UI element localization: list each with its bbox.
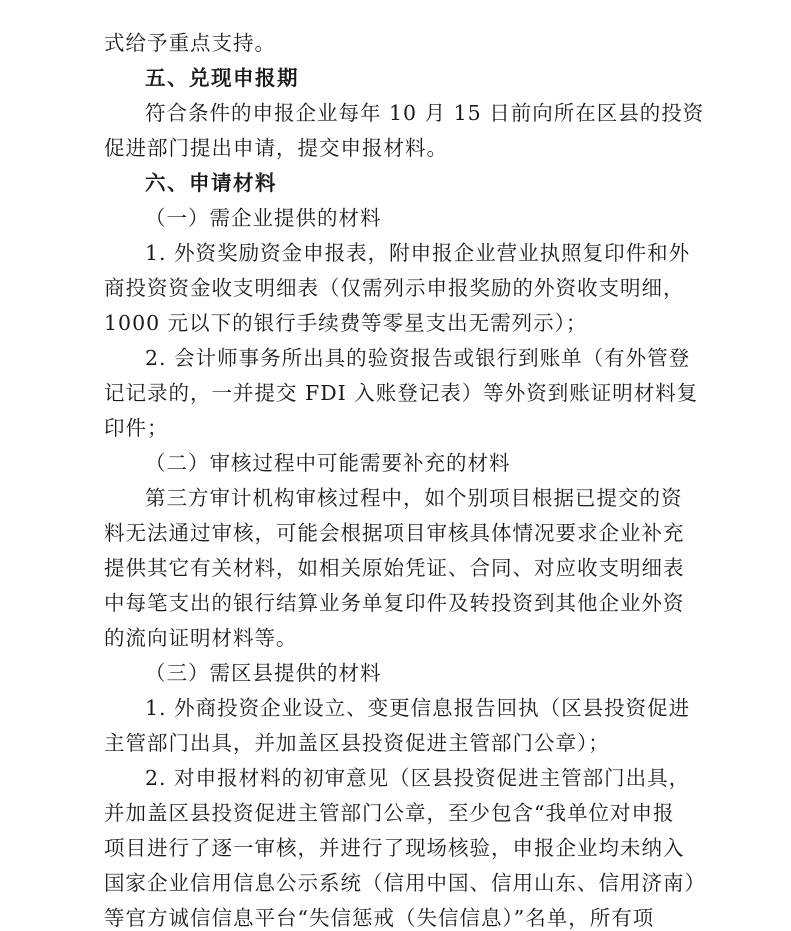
paragraph-line: 料无法通过审核，可能会根据项目审核具体情况要求企业补充 bbox=[104, 521, 685, 545]
paragraph-line: 项目进行了逐一审核，并进行了现场核验，申报企业均未纳入 bbox=[104, 836, 685, 860]
section-heading: 六、申请材料 bbox=[145, 171, 277, 195]
paragraph-line: 等官方诚信信息平台“失信惩戒（失信信息）”名单，所有项 bbox=[104, 906, 655, 930]
paragraph-line: 1. 外资奖励资金申报表，附申报企业营业执照复印件和外 bbox=[145, 241, 691, 265]
paragraph-line: 促进部门提出申请，提交申报材料。 bbox=[104, 136, 448, 160]
paragraph-line: 中每笔支出的银行结算业务单复印件及转投资到其他企业外资 bbox=[104, 591, 685, 615]
paragraph-line: 2. 会计师事务所出具的验资报告或银行到账单（有外管登 bbox=[145, 346, 691, 370]
paragraph-line: 主管部门出具，并加盖区县投资促进主管部门公章）； bbox=[104, 731, 610, 755]
paragraph-line: 第三方审计机构审核过程中，如个别项目根据已提交的资 bbox=[145, 486, 683, 510]
paragraph-line: 记记录的，一并提交 FDI 入账登记表）等外资到账证明材料复 bbox=[104, 381, 699, 405]
paragraph-line: 的流向证明材料等。 bbox=[104, 626, 298, 650]
paragraph-line: 1. 外商投资企业设立、变更信息报告回执（区县投资促进 bbox=[145, 696, 691, 720]
paragraph-line: 商投资资金收支明细表（仅需列示申报奖励的外资收支明细， bbox=[104, 276, 685, 300]
paragraph-line: 国家企业信用信息公示系统（信用中国、信用山东、信用济南） bbox=[104, 871, 706, 895]
paragraph-line: 1000 元以下的银行手续费等零星支出无需列示）； bbox=[104, 311, 588, 335]
paragraph-line: 并加盖区县投资促进主管部门公章，至少包含“我单位对申报 bbox=[104, 801, 675, 825]
paragraph-line: 提供其它有关材料，如相关原始凭证、合同、对应收支明细表 bbox=[104, 556, 685, 580]
paragraph-line: 式给予重点支持。 bbox=[104, 31, 276, 55]
paragraph-line: 符合条件的申报企业每年 10 月 15 日前向所在区县的投资 bbox=[145, 101, 705, 125]
paragraph-line: 印件； bbox=[104, 416, 169, 440]
subsection-heading: （一）需企业提供的材料 bbox=[145, 206, 382, 230]
subsection-heading: （三）需区县提供的材料 bbox=[145, 661, 382, 685]
subsection-heading: （二）审核过程中可能需要补充的材料 bbox=[145, 451, 511, 475]
section-heading: 五、兑现申报期 bbox=[145, 66, 299, 90]
paragraph-line: 2. 对申报材料的初审意见（区县投资促进主管部门出具， bbox=[145, 766, 691, 790]
